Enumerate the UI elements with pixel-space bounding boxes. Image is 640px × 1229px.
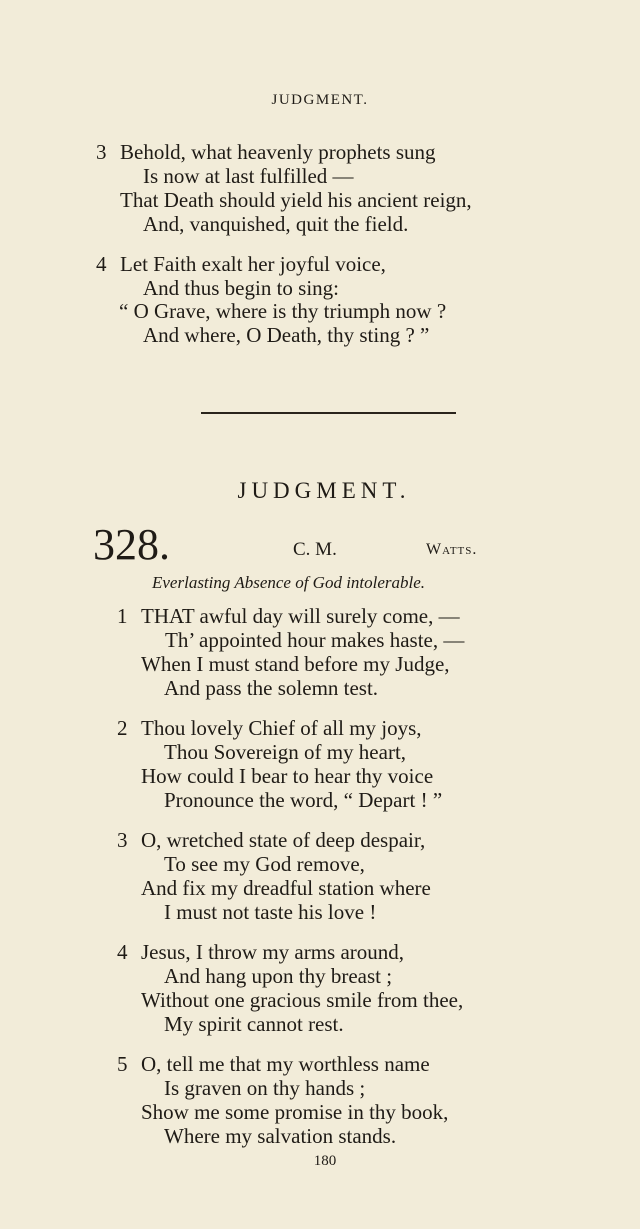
hymn-author: Watts. (426, 541, 478, 558)
stanza-line: Is graven on thy hands ; (164, 1076, 366, 1100)
stanza-line: 4 Jesus, I throw my arms around, (117, 940, 405, 964)
stanza-line: 1 THAT awful day will surely come, — (117, 604, 460, 628)
stanza-line: And hang upon thy breast ; (164, 964, 393, 988)
stanza-number: 4 (117, 940, 128, 964)
hymn-number: 328. (93, 520, 170, 569)
stanza-line: 3 Behold, what heavenly prophets sung (96, 140, 436, 164)
stanza-line: My spirit cannot rest. (164, 1012, 344, 1036)
stanza-line: And fix my dreadful station where (141, 876, 431, 900)
stanza-line: 5 O, tell me that my worthless name (117, 1052, 430, 1076)
hymn-subtitle: Everlasting Absence of God intolerable. (152, 573, 426, 592)
stanza-line: That Death should yield his ancient reign, (120, 188, 472, 212)
stanza-line: When I must stand before my Judge, (141, 652, 450, 676)
stanza-line: How could I bear to hear thy voice (141, 764, 434, 788)
stanza-line: 2 Thou lovely Chief of all my joys, (117, 716, 422, 740)
stanza-number: 1 (117, 604, 128, 628)
stanza-line: Th’ appointed hour makes haste, — (165, 628, 465, 652)
stanza-line: Without one gracious smile from thee, (141, 988, 464, 1012)
stanza-line: And pass the solemn test. (164, 676, 379, 700)
running-head: JUDGMENT. (271, 92, 369, 108)
stanza-line: I must not taste his love ! (164, 900, 377, 924)
stanza-number: 5 (117, 1052, 128, 1076)
stanza-number: 3 (117, 828, 128, 852)
section-divider (201, 412, 456, 414)
stanza-line: 3 O, wretched state of deep despair, (117, 828, 426, 852)
stanza-line: 4 Let Faith exalt her joyful voice, (96, 252, 386, 276)
stanza-number: 3 (96, 140, 107, 164)
stanza-line: Where my salvation stands. (164, 1124, 397, 1148)
section-title: JUDGMENT. (237, 478, 411, 503)
stanza-number: 2 (117, 716, 128, 740)
stanza-line: Is now at last fulfilled — (143, 164, 354, 188)
stanza-line: Pronounce the word, “ Depart ! ” (164, 788, 443, 812)
stanza-line: And where, O Death, thy sting ? ” (143, 323, 430, 347)
page-number: 180 (313, 1153, 337, 1169)
stanza-line: “ O Grave, where is thy triumph now ? (119, 299, 447, 323)
stanza-line: To see my God remove, (164, 852, 365, 876)
stanza-line: Show me some promise in thy book, (141, 1100, 449, 1124)
hymn-meter: C. M. (293, 539, 337, 560)
stanza-line: And, vanquished, quit the field. (143, 212, 409, 236)
stanza-number: 4 (96, 252, 107, 276)
stanza-line: And thus begin to sing: (143, 276, 340, 300)
stanza-line: Thou Sovereign of my heart, (164, 740, 407, 764)
